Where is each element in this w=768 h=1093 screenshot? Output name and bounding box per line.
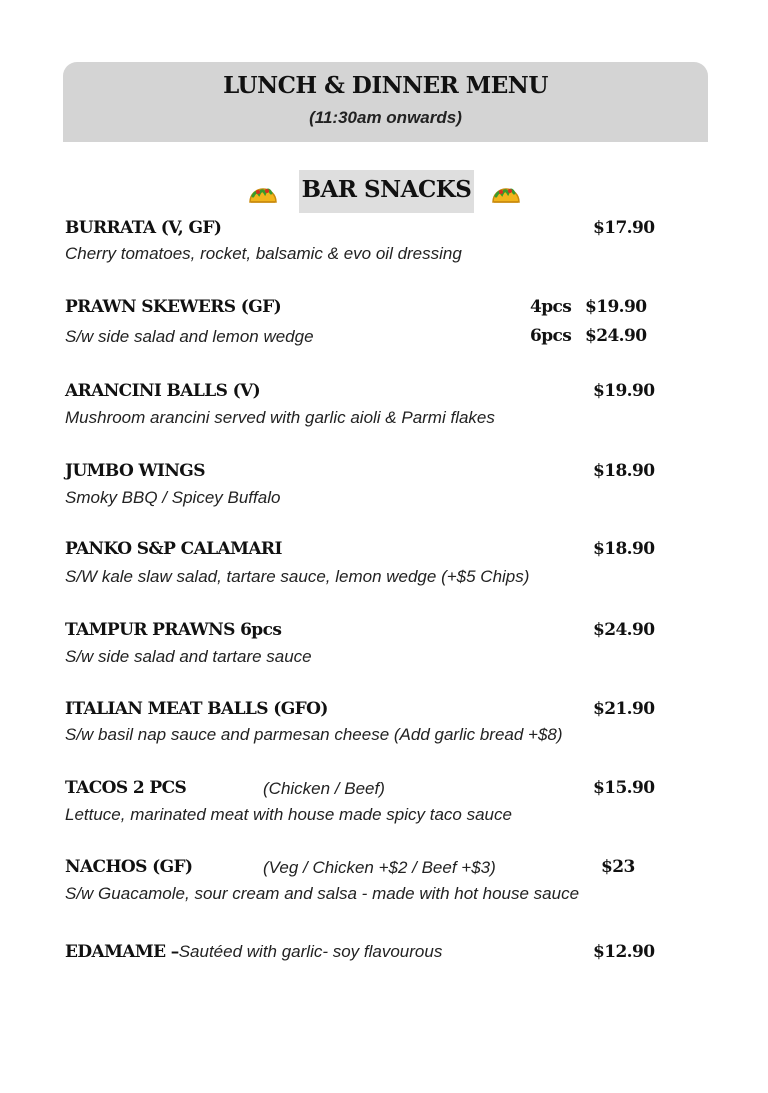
item-description: S/w basil nap sauce and parmesan cheese (Add garlic bread +$8)	[65, 725, 563, 744]
item-name: BURRATA (V, GF)	[65, 218, 222, 238]
section-title: BAR SNACKS	[301, 176, 472, 203]
menu-hours: (11:30am onwards)	[309, 108, 462, 127]
item-name: TACOS 2 PCS	[65, 778, 187, 798]
item-option-price: $19.90	[585, 297, 647, 317]
item-option-qty: 4pcs	[530, 297, 572, 317]
item-price: $19.90	[593, 381, 655, 401]
item-name-line	[65, 942, 442, 962]
item-option-qty: 6pcs	[530, 326, 572, 346]
item-price: $15.90	[593, 778, 655, 798]
item-name: PANKO S&P CALAMARI	[65, 539, 282, 559]
item-price: $17.90	[593, 218, 655, 238]
section-heading	[0, 168, 768, 214]
taco-icon	[490, 180, 522, 206]
item-name: NACHOS (GF)	[65, 857, 193, 877]
item-price: $24.90	[593, 620, 655, 640]
item-description: Smoky BBQ / Spicey Buffalo	[65, 488, 281, 507]
item-price: $21.90	[593, 699, 655, 719]
item-description: S/W kale slaw salad, tartare sauce, lemon wedge (+$5 Chips)	[65, 567, 530, 586]
item-name: ITALIAN MEAT BALLS (GFO)	[65, 699, 328, 719]
menu-title: LUNCH & DINNER MENU	[223, 72, 548, 99]
item-price: $12.90	[593, 942, 655, 962]
item-name: ARANCINI BALLS (V)	[65, 381, 261, 401]
item-note: (Veg / Chicken +$2 / Beef +$3)	[263, 858, 496, 877]
item-name: PRAWN SKEWERS (GF)	[65, 297, 282, 317]
item-description: S/w side salad and lemon wedge	[65, 327, 314, 346]
taco-icon	[247, 180, 279, 206]
item-name: EDAMAME –	[65, 942, 179, 962]
item-price: $18.90	[593, 461, 655, 481]
item-description: S/w Guacamole, sour cream and salsa - made with hot house sauce	[65, 884, 580, 903]
item-note: (Chicken / Beef)	[263, 779, 385, 798]
item-description: Cherry tomatoes, rocket, balsamic & evo oil dressing	[65, 244, 462, 263]
item-name: TAMPUR PRAWNS 6pcs	[65, 620, 282, 640]
menu-header	[63, 62, 708, 142]
item-description: Lettuce, marinated meat with house made spicy taco sauce	[65, 805, 512, 824]
item-option-price: $24.90	[585, 326, 647, 346]
item-name: JUMBO WINGS	[65, 461, 205, 481]
item-price: $23	[601, 857, 635, 877]
item-description: S/w side salad and tartare sauce	[65, 647, 312, 666]
item-description: Mushroom arancini served with garlic aioli & Parmi flakes	[65, 408, 495, 427]
item-price: $18.90	[593, 539, 655, 559]
item-description: Sautéed with garlic- soy flavourous	[178, 942, 443, 961]
